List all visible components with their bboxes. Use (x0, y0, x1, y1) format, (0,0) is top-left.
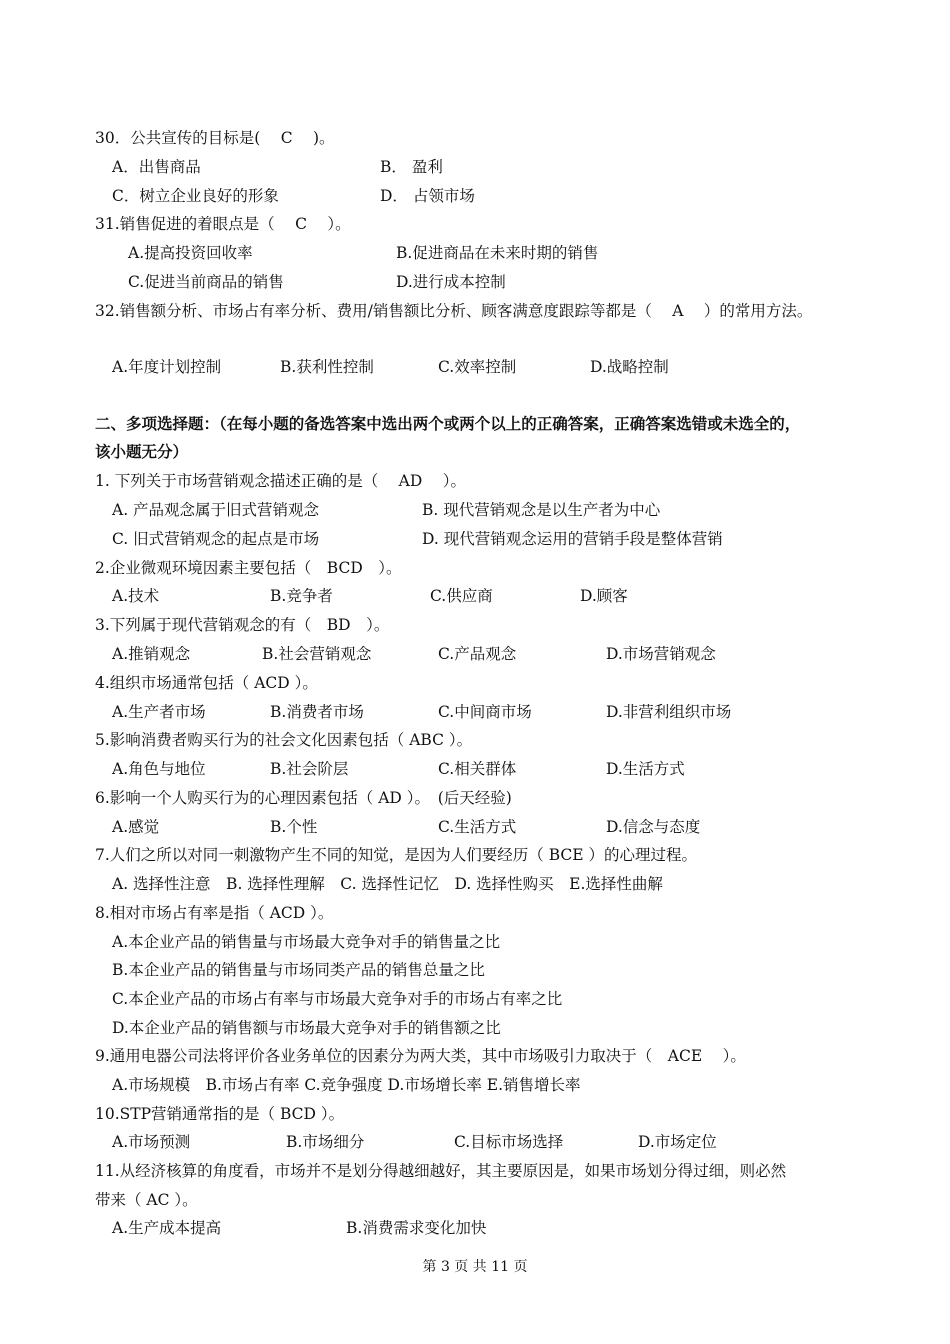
q30-stem: 30．公共宣传的目标是( C )。 (95, 129, 335, 147)
m9-stem: 9.通用电器公司法将评价各业务单位的因素分为两大类，其中市场吸引力取决于（ ACE ）。 (95, 1047, 746, 1065)
option-d: D.非营利组织市场 (606, 703, 732, 721)
q31-options-row2 (0, 270, 506, 294)
m5-stem: 5.影响消费者购买行为的社会文化因素包括（ ABC ）。 (95, 731, 473, 749)
option-d: D.本企业产品的销售额与市场最大竞争对手的销售额之比 (112, 1019, 501, 1037)
option-d: D.顾客 (580, 587, 628, 605)
option-d: D． 占领市场 (380, 187, 475, 205)
option-c: C.生活方式 (438, 818, 517, 836)
option-c: C.产品观念 (438, 645, 517, 663)
m9-options (0, 1073, 581, 1097)
m8-option-c (0, 987, 563, 1011)
section-heading-continued: 该小题无分） (95, 442, 189, 461)
options-row: A. 选择性注意 B. 选择性理解 C. 选择性记忆 D. 选择性购买 E.选择性曲解 (112, 875, 663, 893)
m8-option-d (0, 1016, 501, 1040)
m1-options-row2 (0, 527, 723, 551)
option-d: D.战略控制 (590, 358, 669, 376)
page-footer: 第 3 页 共 11 页 (422, 1259, 528, 1275)
option-b: B.促进商品在未来时期的销售 (396, 244, 599, 262)
m11-stem: 11.从经济核算的角度看，市场并不是划分得越细越好，其主要原因是，如果市场划分得过细，则必然 (95, 1162, 787, 1180)
option-b: B.社会营销观念 (262, 645, 372, 663)
m6-stem: 6.影响一个人购买行为的心理因素包括（ AD ）。 (后天经验) (95, 789, 512, 807)
m4-stem: 4.组织市场通常包括（ ACD ）。 (95, 674, 318, 692)
m2-options (0, 584, 628, 608)
option-b: B.市场细分 (286, 1133, 365, 1151)
q32-stem: 32.销售额分析、市场占有率分析、费用/销售额比分析、顾客满意度跟踪等都是（ A ）的常用方法。 (95, 302, 813, 320)
option-d: D.进行成本控制 (396, 273, 506, 291)
m11-options (0, 1216, 487, 1240)
m11-stem-continued: 带来（ AC ）。 (95, 1191, 198, 1209)
option-d: D. 现代营销观念运用的营销手段是整体营销 (422, 530, 723, 548)
m3-options (0, 642, 716, 666)
q30-options-row2 (0, 184, 475, 208)
option-c: C.促进当前商品的销售 (128, 273, 284, 291)
m3-stem: 3.下列属于现代营销观念的有（ BD ）。 (95, 616, 390, 634)
option-a: A．出售商品 (112, 158, 201, 176)
q32-options (0, 355, 669, 379)
option-b: B.个性 (270, 818, 318, 836)
option-b: B． 盈利 (380, 158, 443, 176)
option-d: D.信念与态度 (606, 818, 701, 836)
option-a: A.生产成本提高 (112, 1219, 222, 1237)
option-a: A.感觉 (112, 818, 160, 836)
option-c: C.效率控制 (438, 358, 517, 376)
option-b: B.获利性控制 (280, 358, 374, 376)
option-a: A. 产品观念属于旧式营销观念 (112, 501, 320, 519)
q30-options-row1 (0, 155, 443, 179)
m1-stem: 1. 下列关于市场营销观念描述正确的是（ AD ）。 (95, 472, 466, 490)
m7-options (0, 872, 663, 896)
option-c: C.本企业产品的市场占有率与市场最大竞争对手的市场占有率之比 (112, 990, 563, 1008)
m8-stem: 8.相对市场占有率是指（ ACD ）。 (95, 904, 334, 922)
q31-stem: 31.销售促进的着眼点是（ C ）。 (95, 215, 351, 233)
option-c: C.供应商 (430, 587, 493, 605)
option-c: C. 旧式营销观念的起点是市场 (112, 530, 320, 548)
option-a: A.推销观念 (112, 645, 191, 663)
m7-stem: 7.人们之所以对同一刺激物产生不同的知觉，是因为人们要经历（ BCE ）的心理过程。 (95, 846, 697, 864)
q31-options-row1 (0, 241, 599, 265)
option-b: B.消费者市场 (270, 703, 364, 721)
options-row: A.市场规模 B.市场占有率 C.竞争强度 D.市场增长率 E.销售增长率 (112, 1076, 581, 1094)
m4-options (0, 700, 732, 724)
option-b: B.社会阶层 (270, 760, 349, 778)
option-a: A.生产者市场 (112, 703, 206, 721)
option-a: A.提高投资回收率 (128, 244, 253, 262)
option-c: C.中间商市场 (438, 703, 532, 721)
option-b: B.竞争者 (270, 587, 333, 605)
section-heading-multiple-choice: 二、多项选择题：（在每小题的备选答案中选出两个或两个以上的正确答案，正确答案选错或未选全的， (95, 414, 801, 433)
m8-option-a (0, 930, 501, 954)
option-d: D.市场营销观念 (606, 645, 716, 663)
m10-options (0, 1130, 717, 1154)
m8-option-b (0, 958, 485, 982)
option-c: C．树立企业良好的形象 (112, 187, 279, 205)
option-d: D.生活方式 (606, 760, 685, 778)
option-d: D.市场定位 (638, 1133, 717, 1151)
option-b: B.消费需求变化加快 (346, 1219, 487, 1237)
option-b: B.本企业产品的销售量与市场同类产品的销售总量之比 (112, 961, 485, 979)
m2-stem: 2.企业微观环境因素主要包括（ BCD ）。 (95, 559, 402, 577)
option-c: C.目标市场选择 (454, 1133, 564, 1151)
option-a: A.年度计划控制 (112, 358, 222, 376)
m5-options (0, 757, 685, 781)
option-a: A.技术 (112, 587, 160, 605)
option-b: B. 现代营销观念是以生产者为中心 (422, 501, 661, 519)
option-c: C.相关群体 (438, 760, 517, 778)
option-a: A.本企业产品的销售量与市场最大竞争对手的销售量之比 (112, 933, 501, 951)
m10-stem: 10.STP营销通常指的是（ BCD ）。 (95, 1105, 345, 1123)
option-a: A.角色与地位 (112, 760, 206, 778)
m6-options (0, 815, 701, 839)
m1-options-row1 (0, 498, 661, 522)
option-a: A.市场预测 (112, 1133, 191, 1151)
